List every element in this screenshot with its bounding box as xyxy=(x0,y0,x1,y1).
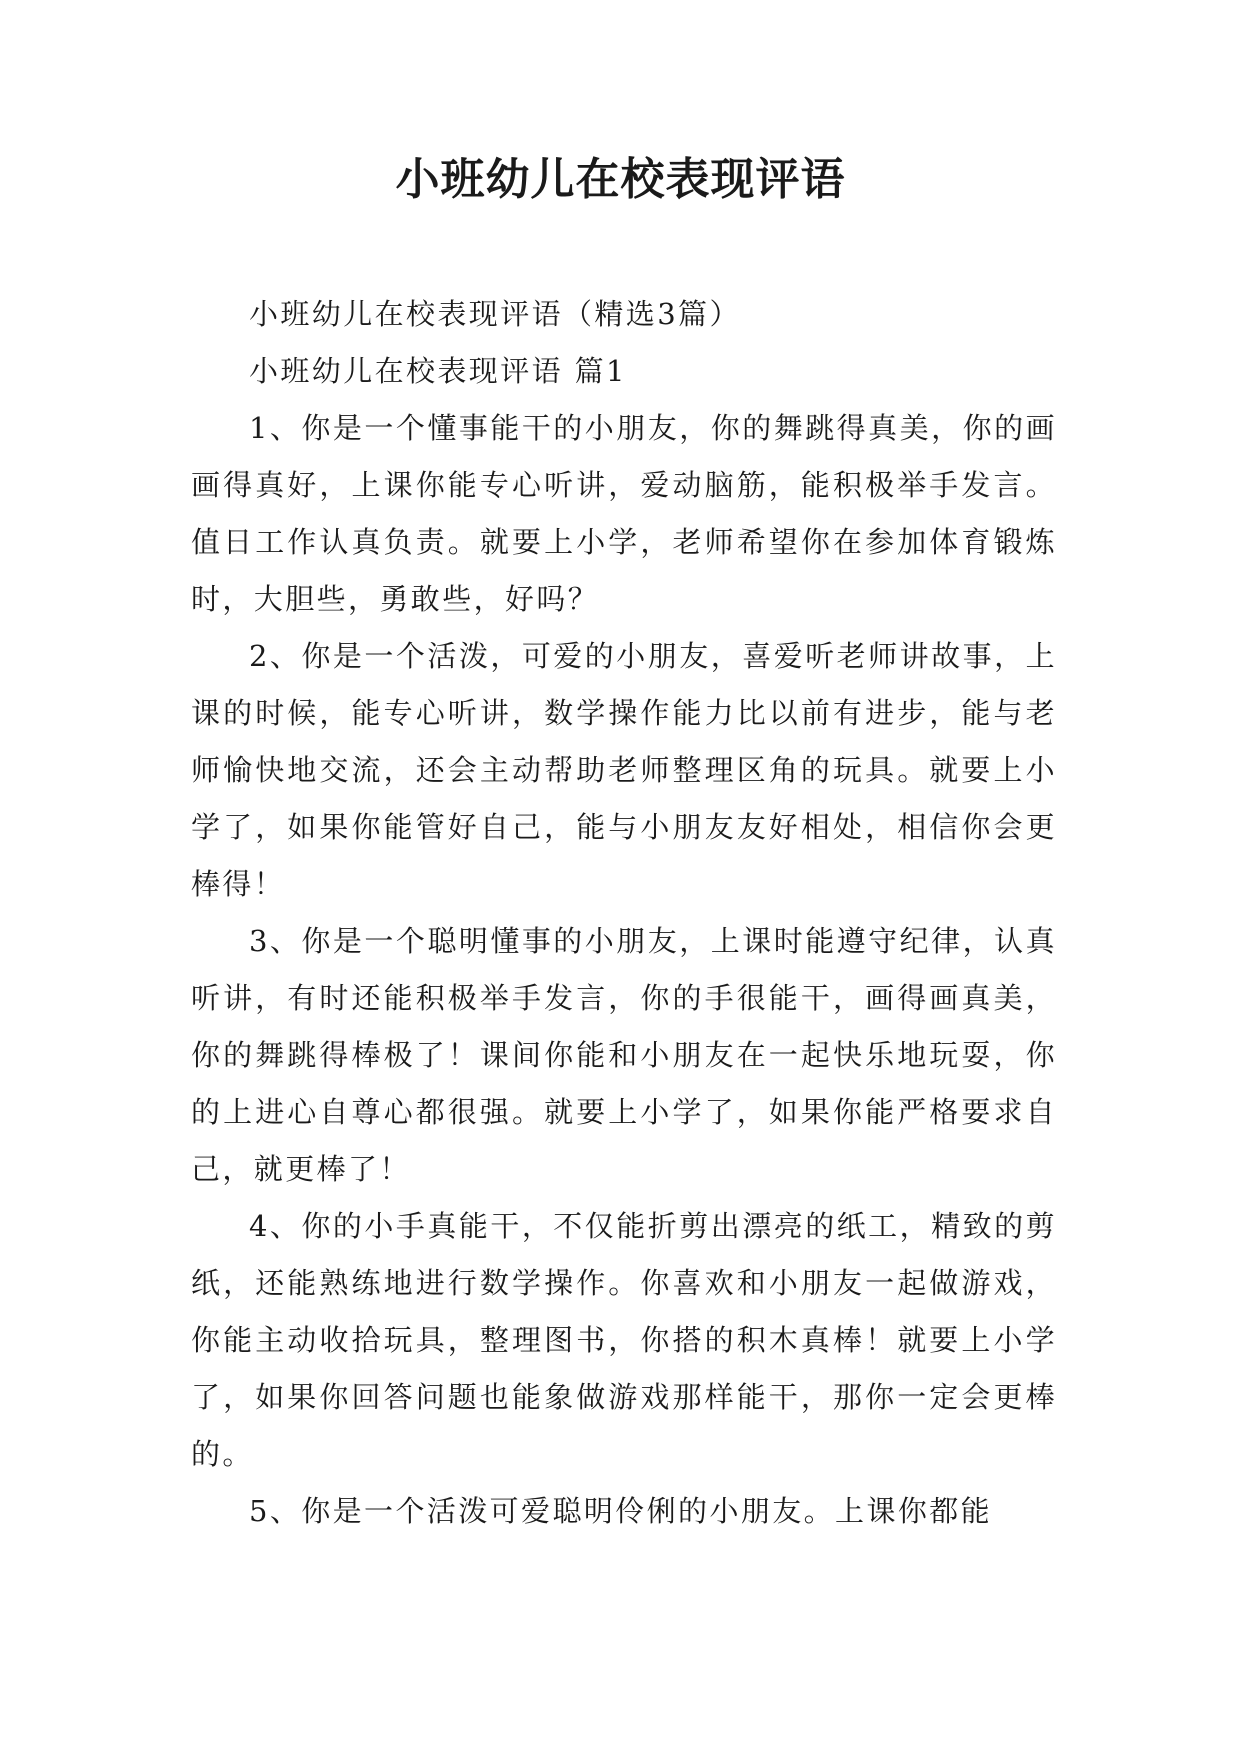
document-subtitle: 小班幼儿在校表现评语（精选3篇） xyxy=(249,297,741,331)
paragraph-2: 2、你是一个活泼，可爱的小朋友，喜爱听老师讲故事，上课的时候，能专心听讲，数学操作能力比以前有进步，能与老师愉快地交流，还会主动帮助老师整理区角的玩具。就要上小学了，如果你能管好自己，能与小朋友友好相处，相信你会更棒得！ xyxy=(191,639,1057,901)
paragraph-5: 5、你是一个活泼可爱聪明伶俐的小朋友。上课你都能 xyxy=(249,1494,993,1528)
paragraph-1: 1、你是一个懂事能干的小朋友，你的舞跳得真美，你的画画得真好，上课你能专心听讲，爱动脑筋，能积极举手发言。值日工作认真负责。就要上小学，老师希望你在参加体育锻炼时，大胆些，勇敢些，好吗？ xyxy=(191,411,1057,616)
paragraph-3: 3、你是一个聪明懂事的小朋友，上课时能遵守纪律，认真听讲，有时还能积极举手发言，你的手很能干，画得画真美，你的舞跳得棒极了！课间你能和小朋友在一起快乐地玩耍，你的上进心自尊心都很强。就要上小学了，如果你能严格要求自己，就更棒了！ xyxy=(191,924,1057,1186)
section-heading: 小班幼儿在校表现评语 篇1 xyxy=(249,354,627,388)
paragraph-4: 4、你的小手真能干，不仅能折剪出漂亮的纸工，精致的剪纸，还能熟练地进行数学操作。你喜欢和小朋友一起做游戏，你能主动收拾玩具，整理图书，你搭的积木真棒！就要上小学了，如果你回答问题也能象做游戏那样能干，那你一定会更棒的。 xyxy=(191,1209,1057,1471)
document-title: 小班幼儿在校表现评语 xyxy=(395,154,846,205)
document-body xyxy=(191,286,1057,1540)
